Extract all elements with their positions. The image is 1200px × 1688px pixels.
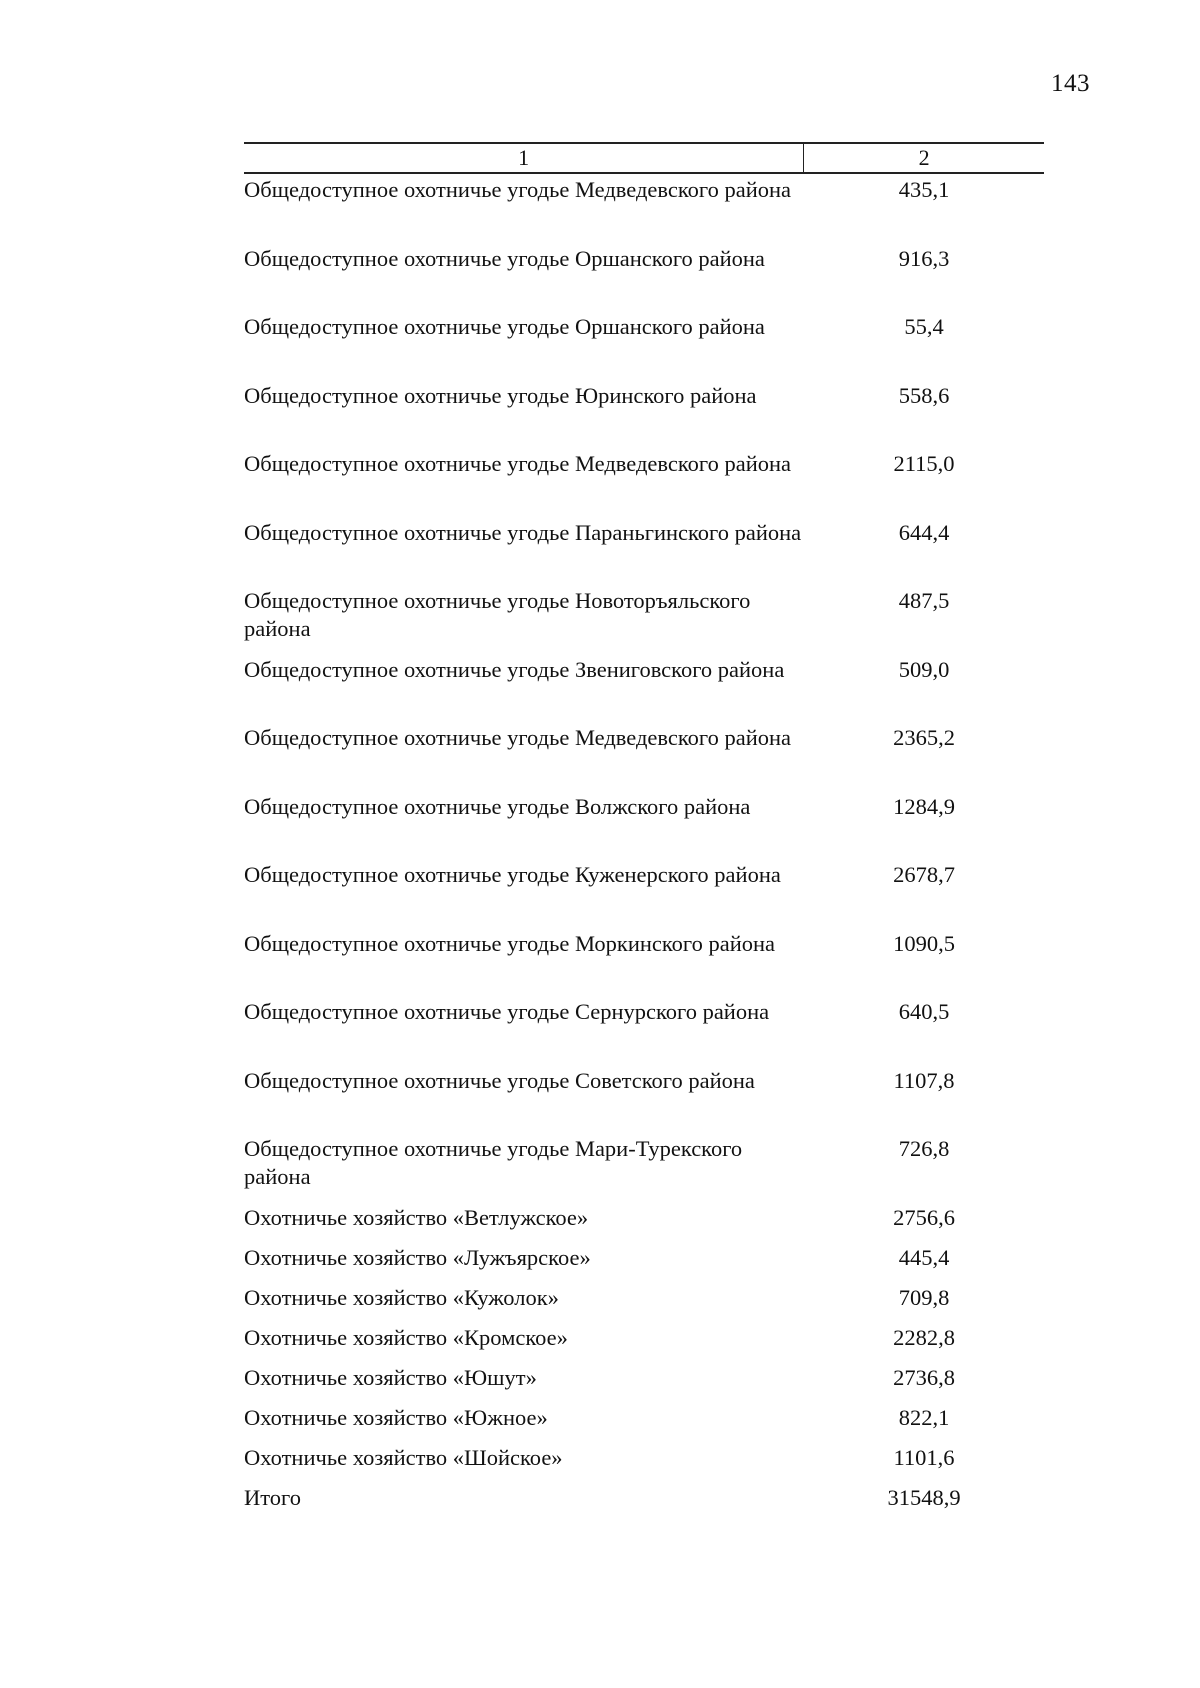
row-value: 2282,8 [893, 1324, 955, 1350]
table-row [244, 930, 1044, 999]
row-name: Охотничье хозяйство «Шойское» [244, 1444, 563, 1470]
table-row [244, 176, 1044, 245]
page-number: 143 [1051, 70, 1090, 97]
table-row [244, 1404, 1044, 1444]
table-header [244, 142, 1044, 174]
table-row [244, 450, 1044, 519]
row-name: Общедоступное охотничье угодье Медведевского района [244, 177, 792, 202]
row-value: 435,1 [898, 177, 950, 202]
row-value: 2365,2 [893, 725, 955, 750]
row-name: Общедоступное охотничье угодье Оршанского района [244, 245, 765, 271]
row-value: 509,0 [898, 656, 950, 682]
row-value: 726,8 [898, 1136, 950, 1161]
row-name: Охотничье хозяйство «Лужъярское» [244, 1244, 591, 1270]
row-name: Охотничье хозяйство «Кромское» [244, 1324, 568, 1350]
table-row [244, 1244, 1044, 1284]
row-value: 644,4 [898, 519, 950, 545]
row-value: 916,3 [898, 245, 950, 271]
row-name: Общедоступное охотничье угодье Новоторъяльского района [244, 588, 751, 641]
row-value: 558,6 [898, 382, 950, 408]
row-name: Общедоступное охотничье угодье Советского района [244, 1067, 755, 1093]
row-value: 2678,7 [893, 862, 955, 887]
table-row [244, 724, 1044, 793]
row-value: 709,8 [898, 1284, 950, 1310]
row-value: 1101,6 [893, 1444, 955, 1470]
row-value: 1107,8 [893, 1067, 955, 1093]
table-row [244, 793, 1044, 862]
table-row [244, 587, 1044, 656]
row-value: 55,4 [904, 314, 944, 339]
table-row [244, 998, 1044, 1067]
row-value: 640,5 [898, 999, 950, 1024]
row-value: 822,1 [898, 1404, 950, 1430]
table-row [244, 313, 1044, 382]
table-row [244, 1135, 1044, 1204]
row-value: 2115,0 [893, 451, 955, 476]
table-body [244, 176, 1044, 1524]
column-header-2: 2 [918, 145, 930, 170]
row-value: 1284,9 [893, 793, 955, 819]
row-name: Общедоступное охотничье угодье Медведевского района [244, 725, 792, 750]
table-row [244, 1364, 1044, 1404]
total-row [244, 1484, 1044, 1524]
row-value: 445,4 [898, 1244, 950, 1270]
table-row [244, 656, 1044, 725]
row-name: Общедоступное охотничье угодье Оршанского района [244, 314, 765, 339]
row-name: Общедоступное охотничье угодье Параньгинского района [244, 519, 802, 545]
row-value: 1090,5 [893, 930, 955, 956]
row-name: Общедоступное охотничье угодье Волжского района [244, 793, 751, 819]
total-value: 31548,9 [887, 1484, 961, 1510]
table-row [244, 1324, 1044, 1364]
row-name: Охотничье хозяйство «Юшут» [244, 1364, 537, 1390]
data-table [244, 142, 1044, 1524]
table-row [244, 382, 1044, 451]
table-row [244, 1284, 1044, 1324]
row-name: Общедоступное охотничье угодье Медведевского района [244, 451, 792, 476]
row-name: Охотничье хозяйство «Ветлужское» [244, 1204, 589, 1230]
table-row [244, 519, 1044, 588]
row-name: Общедоступное охотничье угодье Сернурского района [244, 999, 770, 1024]
row-name: Общедоступное охотничье угодье Мари-Турекского района [244, 1136, 743, 1189]
row-name: Общедоступное охотничье угодье Куженерского района [244, 862, 781, 887]
table-row [244, 245, 1044, 314]
row-name: Общедоступное охотничье угодье Юринского района [244, 382, 757, 408]
row-name: Общедоступное охотничье угодье Моркинского района [244, 930, 776, 956]
row-value: 2736,8 [893, 1364, 955, 1390]
column-header-1: 1 [244, 144, 804, 172]
row-value: 2756,6 [893, 1204, 955, 1230]
row-name: Охотничье хозяйство «Южное» [244, 1404, 548, 1430]
row-value: 487,5 [898, 588, 950, 613]
table-row [244, 1204, 1044, 1244]
table-row [244, 1444, 1044, 1484]
table-row [244, 1067, 1044, 1136]
row-name: Охотничье хозяйство «Кужолок» [244, 1284, 559, 1310]
table-row [244, 861, 1044, 930]
total-label: Итого [244, 1484, 301, 1510]
row-name: Общедоступное охотничье угодье Звениговского района [244, 656, 785, 682]
